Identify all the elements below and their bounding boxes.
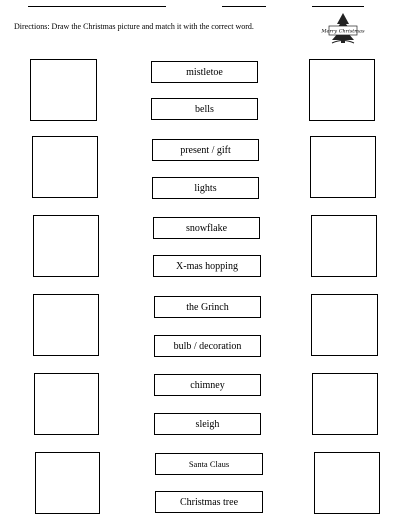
date-line (222, 6, 266, 7)
word-label-xmas-hopping: X-mas hopping (153, 255, 261, 277)
left-drawing-box-5[interactable] (34, 373, 99, 435)
word-label-bells: bells (151, 98, 258, 120)
word-label-chimney: chimney (154, 374, 261, 396)
word-label-snowflake: snowflake (153, 217, 260, 239)
svg-text:Merry Christmas: Merry Christmas (321, 28, 365, 35)
left-drawing-box-2[interactable] (32, 136, 98, 198)
word-label-mistletoe: mistletoe (151, 61, 258, 83)
right-drawing-box-4[interactable] (311, 294, 378, 356)
right-drawing-box-2[interactable] (310, 136, 376, 198)
right-drawing-box-1[interactable] (309, 59, 375, 121)
right-drawing-box-6[interactable] (314, 452, 380, 514)
word-label-christmas-tree: Christmas tree (155, 491, 263, 513)
name-line (28, 6, 166, 7)
word-label-lights: lights (152, 177, 259, 199)
right-drawing-box-5[interactable] (312, 373, 378, 435)
left-drawing-box-1[interactable] (30, 59, 97, 121)
right-drawing-box-3[interactable] (311, 215, 377, 277)
directions-text: Directions: Draw the Christmas picture and match it with the correct word. (14, 22, 254, 31)
score-line (312, 6, 364, 7)
word-label-the-grinch: the Grinch (154, 296, 261, 318)
left-drawing-box-6[interactable] (35, 452, 100, 514)
left-drawing-box-3[interactable] (33, 215, 99, 277)
word-label-bulb-decoration: bulb / decoration (154, 335, 261, 357)
word-label-sleigh: sleigh (154, 413, 261, 435)
merry-christmas-logo (321, 12, 365, 46)
word-label-santa-claus: Santa Claus (155, 453, 263, 475)
word-label-present-gift: present / gift (152, 139, 259, 161)
left-drawing-box-4[interactable] (33, 294, 99, 356)
